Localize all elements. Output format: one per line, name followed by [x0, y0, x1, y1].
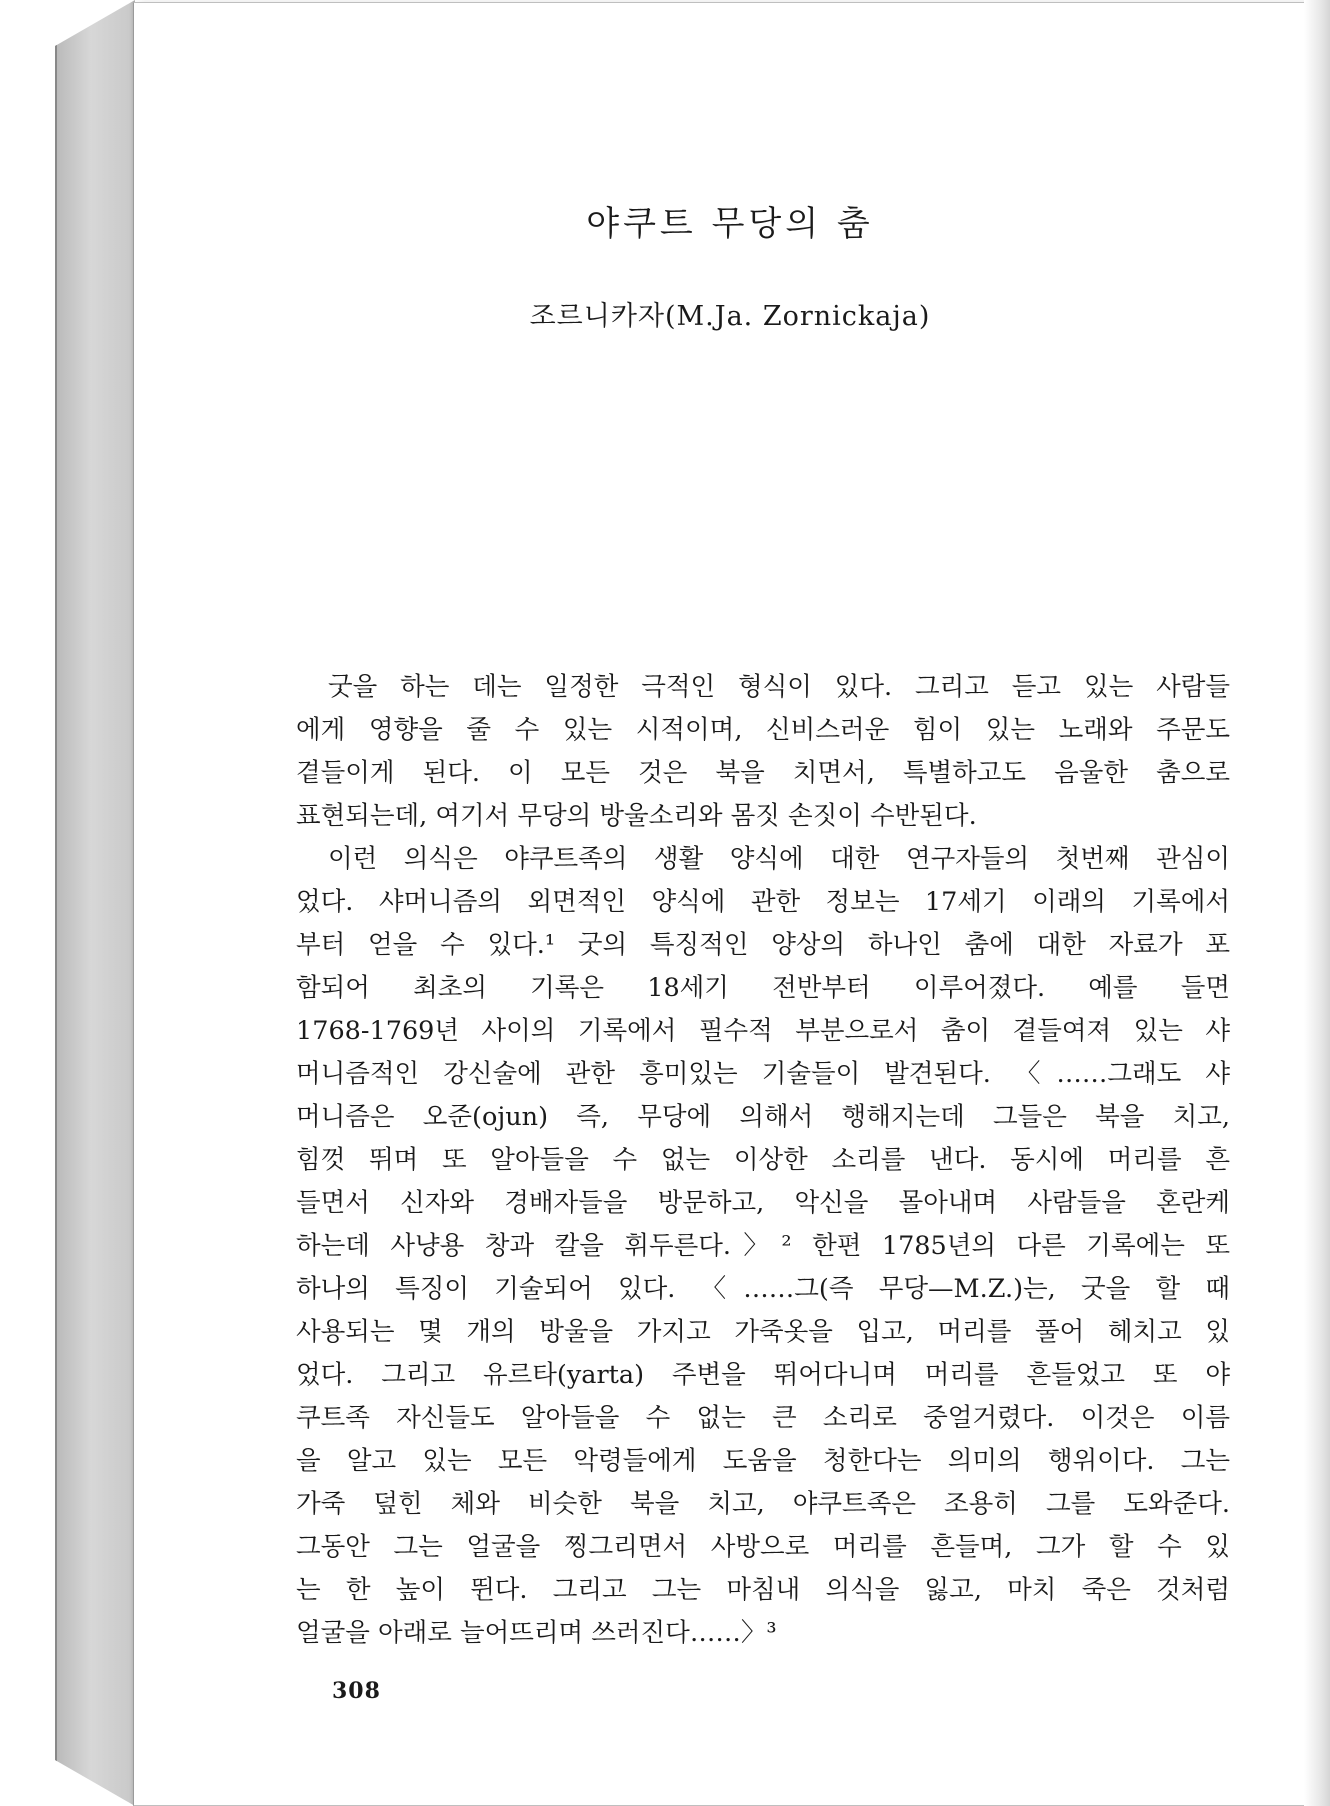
paragraph-1	[296, 666, 1230, 838]
page-number: 308	[332, 1678, 381, 1704]
text-line: 쿠트족 자신들도 알아들을 수 없는 큰 소리로 중얼거렸다. 이것은 이름	[296, 1403, 1230, 1433]
text-line: 하는데 사냥용 창과 칼을 휘두른다.〉² 한편 1785년의 다른 기록에는 또	[296, 1231, 1230, 1261]
text-line: 부터 얻을 수 있다.¹ 굿의 특징적인 양상의 하나인 춤에 대한 자료가 포	[296, 930, 1230, 960]
paragraph-2	[296, 838, 1230, 1655]
text-line: 1768-1769년 사이의 기록에서 필수적 부분으로서 춤이 곁들여져 있는 샤	[296, 1016, 1230, 1046]
text-line: 머니즘적인 강신술에 관한 흥미있는 기술들이 발견된다. 〈……그래도 샤	[296, 1059, 1230, 1089]
text-line: 힘껏 뛰며 또 알아들을 수 없는 이상한 소리를 낸다. 동시에 머리를 흔	[296, 1145, 1230, 1175]
text-line: 가죽 덮힌 체와 비슷한 북을 치고, 야쿠트족은 조용히 그를 도와준다.	[296, 1489, 1230, 1519]
text-line: 곁들이게 된다. 이 모든 것은 북을 치면서, 특별하고도 음울한 춤으로	[296, 758, 1230, 788]
text-line: 었다. 샤머니즘의 외면적인 양식에 관한 정보는 17세기 이래의 기록에서	[296, 887, 1230, 917]
text-line: 이런 의식은 야쿠트족의 생활 양식에 대한 연구자들의 첫번째 관심이	[328, 844, 1230, 874]
article-author: 조르니카자(M.Ja. Zornickaja)	[529, 301, 931, 332]
text-line: 는 한 높이 뛴다. 그리고 그는 마침내 의식을 잃고, 마치 죽은 것처럼	[296, 1575, 1230, 1605]
page-edge-shadow	[1304, 0, 1330, 1806]
text-line: 하나의 특징이 기술되어 있다. 〈……그(즉 무당—M.Z.)는, 굿을 할 때	[296, 1274, 1230, 1304]
text-line: 을 알고 있는 모든 악령들에게 도움을 청한다는 의미의 행위이다. 그는	[296, 1446, 1230, 1476]
article-title: 야쿠트 무당의 춤	[586, 204, 874, 244]
text-line: 함되어 최초의 기록은 18세기 전반부터 이루어졌다. 예를 들면	[296, 973, 1230, 1003]
text-line: 그동안 그는 얼굴을 찡그리면서 사방으로 머리를 흔들며, 그가 할 수 있	[296, 1532, 1230, 1562]
text-line: 사용되는 몇 개의 방울을 가지고 가죽옷을 입고, 머리를 풀어 헤치고 있	[296, 1317, 1230, 1347]
text-line: 표현되는데, 여기서 무당의 방울소리와 몸짓 손짓이 수반된다.	[296, 801, 977, 831]
text-line: 었다. 그리고 유르타(yarta) 주변을 뛰어다니며 머리를 흔들었고 또 야	[296, 1360, 1230, 1390]
text-line: 굿을 하는 데는 일정한 극적인 형식이 있다. 그리고 듣고 있는 사람들	[328, 672, 1230, 702]
article-body	[296, 666, 1230, 1655]
text-line: 에게 영향을 줄 수 있는 시적이며, 신비스러운 힘이 있는 노래와 주문도	[296, 715, 1230, 745]
text-line: 머니즘은 오준(ojun) 즉, 무당에 의해서 행해지는데 그들은 북을 치고,	[296, 1102, 1230, 1132]
text-line: 들면서 신자와 경배자들을 방문하고, 악신을 몰아내며 사람들을 혼란케	[296, 1188, 1230, 1218]
book-spine-edge	[55, 0, 137, 1806]
text-line: 얼굴을 아래로 늘어뜨리며 쓰러진다……〉³	[296, 1618, 777, 1648]
